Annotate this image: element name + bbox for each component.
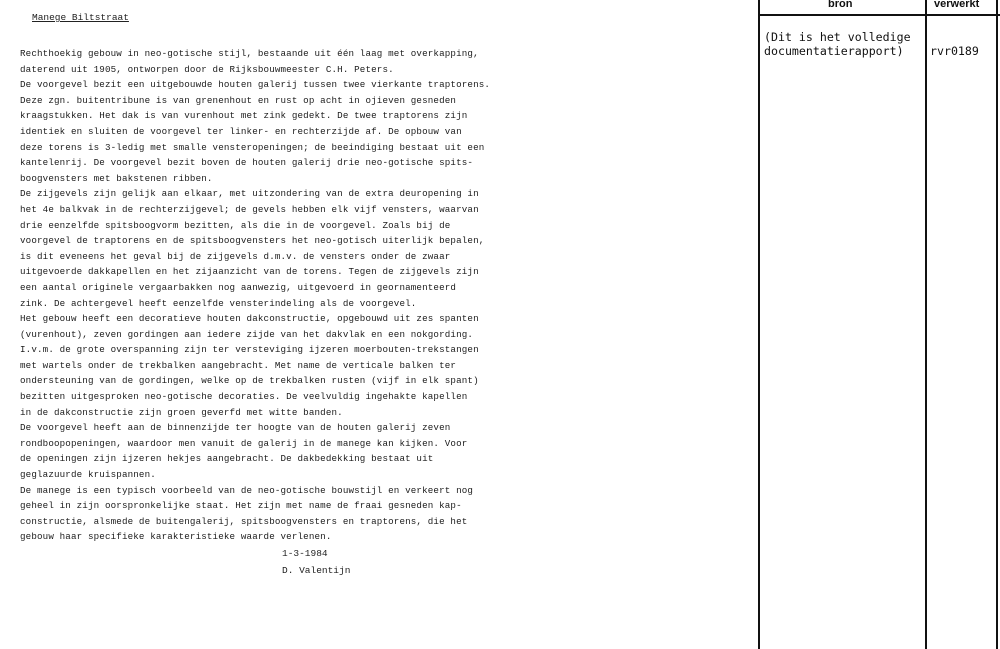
text-line: kraagstukken. Het dak is van vurenhout met zink gedekt. De twee traptorens zijn [20, 110, 468, 122]
text-line: is dit eveneens het geval bij de zijgevels d.m.v. de vensters onder de zwaar [20, 250, 451, 262]
bron-column-header: bron [828, 0, 853, 10]
text-line: een aantal originele vergaarbakken nog aanwezig, uitgevoerd in geornamenteerd [20, 281, 457, 293]
verwerkt-value: rvr0189 [930, 44, 979, 58]
document-body [20, 46, 750, 545]
author-signature: D. Valentijn [282, 565, 351, 576]
verwerkt-column-header: verwerkt [934, 0, 980, 10]
document-title: Manege Biltstraat [32, 12, 129, 23]
text-line: kantelenrij. De voorgevel bezit boven de houten galerij drie neo-gotische spits- [20, 157, 474, 169]
text-line: De zijgevels zijn gelijk aan elkaar, met uitzondering van de extra deuropening in [20, 188, 479, 200]
text-line: Het gebouw heeft een decoratieve houten dakconstructie, opgebouwd uit zes spanten [20, 313, 479, 325]
bron-value: (Dit is het volledige documentatierapport) [764, 30, 911, 58]
column-divider [925, 0, 927, 649]
register-table [758, 0, 1000, 649]
text-line: gebouw haar specifieke karakteristieke waarde verlenen. [20, 531, 332, 543]
text-line: I.v.m. de grote overspanning zijn ter versteviging ijzeren moerbouten-trekstangen [20, 344, 479, 356]
document-page [20, 10, 750, 640]
text-line: De manege is een typisch voorbeeld van de neo-gotische bouwstijl en verkeert nog [20, 484, 474, 496]
text-line: uitgevoerde dakkapellen en het zijaanzicht van de torens. Tegen de zijgevels zijn [20, 266, 479, 278]
text-line: (vurenhout), zeven gordingen aan iedere zijde van het dakvlak en een nokgording. [20, 328, 474, 340]
document-date: 1-3-1984 [282, 548, 328, 559]
text-line: de openingen zijn ijzeren hekjes aangebracht. De dakbedekking bestaat uit [20, 453, 434, 465]
text-line: in de dakconstructie zijn groen geverfd met witte banden. [20, 406, 343, 418]
text-line: ondersteuning van de gordingen, welke op de trekbalken rusten (vijf in elk spant) [20, 375, 479, 387]
text-line: deze torens is 3-ledig met smalle vensteropeningen; de beeindiging bestaat uit een [20, 141, 485, 153]
text-line: drie eenzelfde spitsboogvorm bezitten, als die in de voorgevel. Zoals bij de [20, 219, 451, 231]
text-line: met wartels onder de trekbalken aangebracht. Met name de verticale balken ter [20, 359, 457, 371]
text-line: De voorgevel bezit een uitgebouwde houten galerij tussen twee vierkante traptorens. [20, 79, 491, 91]
text-line: boogvensters met bakstenen ribben. [20, 172, 213, 184]
header-divider [758, 14, 1000, 16]
text-line: daterend uit 1905, ontworpen door de Rijksbouwmeester C.H. Peters. [20, 63, 394, 75]
text-line: zink. De achtergevel heeft eenzelfde vensterindeling als de voorgevel. [20, 297, 417, 309]
text-line: voorgevel de traptorens en de spitsboogvensters het neo-gotisch uiterlijk bepalen, [20, 235, 485, 247]
text-line: identiek en sluiten de voorgevel ter linker- en rechterzijde af. De opbouw van [20, 125, 462, 137]
text-line: rondboopopeningen, waardoor men vanuit de galerij in de manege kan kijken. Voor [20, 437, 468, 449]
text-line: constructie, alsmede de buitengalerij, spitsboogvensters en traptorens, die het [20, 515, 468, 527]
text-line: bezitten uitgesproken neo-gotische decoraties. De veelvuldig ingehakte kapellen [20, 391, 468, 403]
column-divider [758, 0, 760, 649]
text-line: Deze zgn. buitentribune is van grenenhout en rust op acht in ojieven gesneden [20, 94, 457, 106]
text-line: het 4e balkvak in de rechterzijgevel; de gevels hebben elk vijf vensters, waarvan [20, 203, 479, 215]
text-line: Rechthoekig gebouw in neo-gotische stijl, bestaande uit één laag met overkapping, [20, 48, 479, 59]
column-divider [996, 0, 998, 649]
text-line: geheel in zijn oorspronkelijke staat. Het zijn met name de fraai gesneden kap- [20, 500, 462, 512]
text-line: De voorgevel heeft aan de binnenzijde ter hoogte van de houten galerij zeven [20, 422, 451, 434]
text-line: geglazuurde kruispannen. [20, 469, 156, 481]
